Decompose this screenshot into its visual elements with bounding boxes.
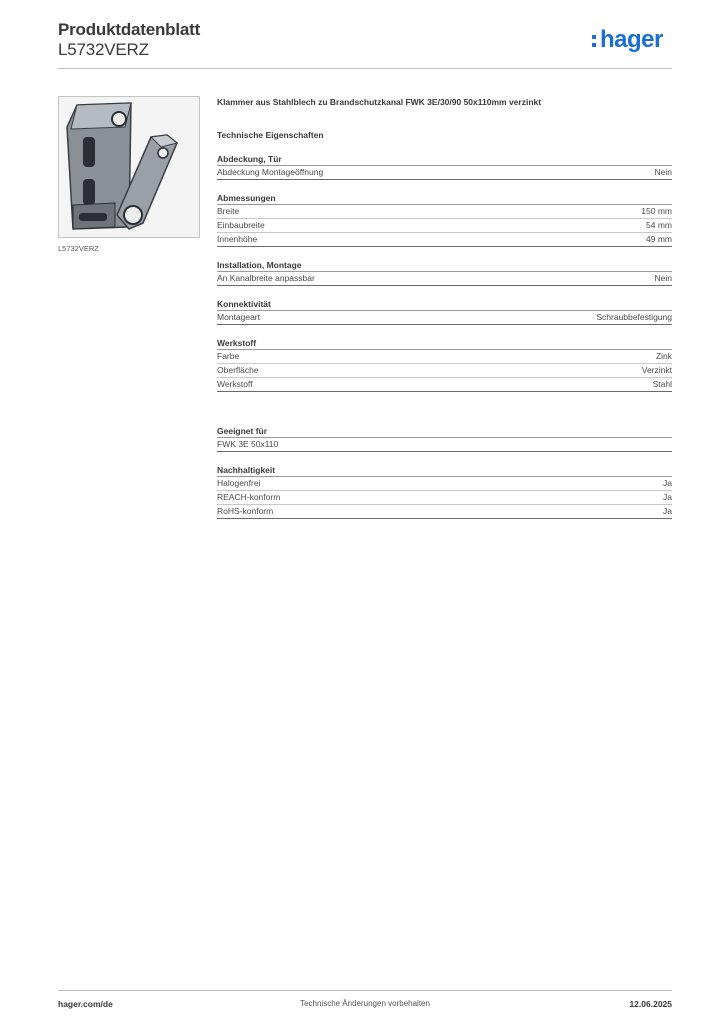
spec-label: Breite — [217, 206, 240, 216]
footer-notice: Technische Änderungen vorbehalten — [300, 999, 430, 1008]
spec-row — [217, 272, 672, 286]
spec-section — [217, 154, 672, 180]
spec-label: REACH-konform — [217, 492, 281, 502]
spec-value: 49 mm — [646, 234, 672, 244]
spec-row — [217, 350, 672, 364]
spec-value: Ja — [663, 506, 672, 516]
spec-label: FWK 3E 50x110 — [217, 439, 279, 449]
spec-label: RoHS-konform — [217, 506, 274, 516]
section-title: Konnektivität — [217, 299, 672, 311]
spec-value: Schraubbefestigung — [596, 312, 672, 322]
spec-row — [217, 233, 672, 247]
spec-row — [217, 166, 672, 180]
image-caption: L5732VERZ — [58, 244, 99, 253]
spec-value: Nein — [654, 273, 672, 283]
spec-label: An Kanalbreite anpassbar — [217, 273, 315, 283]
spec-section — [217, 299, 672, 325]
section-title: Geeignet für — [217, 426, 672, 438]
spec-label: Oberfläche — [217, 365, 259, 375]
product-code: L5732VERZ — [58, 40, 149, 59]
spec-row — [217, 219, 672, 233]
section-title: Werkstoff — [217, 338, 672, 350]
section-title: Installation, Montage — [217, 260, 672, 272]
spec-row — [217, 491, 672, 505]
spec-label: Halogenfrei — [217, 478, 261, 488]
spec-section — [217, 193, 672, 247]
hager-logo — [592, 28, 672, 54]
spec-value: 150 mm — [641, 206, 672, 216]
spec-content — [217, 97, 672, 519]
spec-row — [217, 311, 672, 325]
spec-label: Montageart — [217, 312, 260, 322]
spec-label: Innenhöhe — [217, 234, 258, 244]
spec-value: Ja — [663, 478, 672, 488]
spec-value: Nein — [654, 167, 672, 177]
section-title: Abdeckung, Tür — [217, 154, 672, 166]
spec-label: Werkstoff — [217, 379, 253, 389]
spec-section — [217, 338, 672, 392]
spec-section — [217, 426, 672, 452]
spec-row — [217, 438, 672, 452]
document-footer — [58, 990, 672, 1009]
bracket-illustration — [59, 97, 199, 237]
spec-value: 54 mm — [646, 220, 672, 230]
product-description: Klammer aus Stahlblech zu Brandschutzkanal FWK 3E/30/90 50x110mm verzinkt — [217, 97, 542, 107]
section-title: Nachhaltigkeit — [217, 465, 672, 477]
spec-value: Zink — [655, 351, 672, 361]
document-header — [58, 20, 672, 69]
footer-date: 12.06.2025 — [629, 999, 672, 1009]
logo-text: hager — [600, 26, 663, 53]
spec-value: Stahl — [652, 379, 672, 389]
technical-properties-title: Technische Eigenschaften — [217, 130, 324, 140]
spec-value: Verzinkt — [641, 365, 672, 375]
spec-value: Ja — [663, 492, 672, 502]
product-image — [58, 96, 200, 238]
spec-section — [217, 260, 672, 286]
section-title: Abmessungen — [217, 193, 672, 205]
spec-row — [217, 378, 672, 392]
spec-label: Farbe — [217, 351, 240, 361]
spec-row — [217, 477, 672, 491]
spec-row — [217, 505, 672, 519]
spec-sections — [217, 154, 672, 519]
spec-label: Einbaubreite — [217, 220, 265, 230]
spec-section — [217, 465, 672, 519]
spec-label: Abdeckung Montageöffnung — [217, 167, 324, 177]
footer-website: hager.com/de — [58, 999, 113, 1009]
spec-row — [217, 364, 672, 378]
document-title: Produktdatenblatt — [58, 20, 201, 39]
spec-row — [217, 205, 672, 219]
